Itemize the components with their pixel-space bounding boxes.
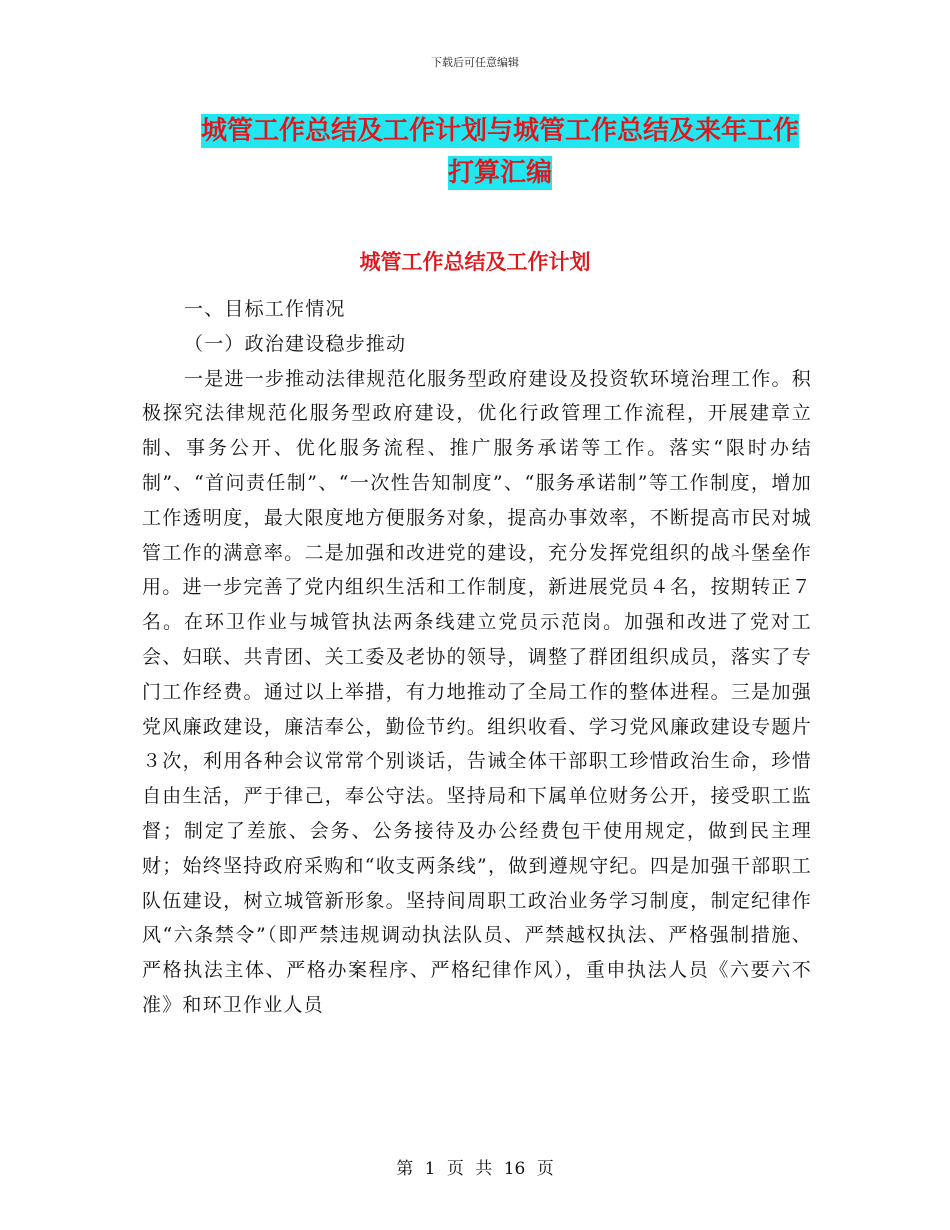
body-paragraph: 一是进一步推动法律规范化服务型政府建设及投资软环境治理工作。积极探究法律规范化服务型政府建设，优化行政管理工作流程，开展建章立制、事务公开、优化服务流程、推广服务承诺等工作。落实“限时办结制”、“首问责任制”、“一次性告知制度”、“服务承诺制”等工作制度，增加工作透明度，最大限度地方便服务对象，提高办事效率，不断提高市民对城管工作的满意率。二是加强和改进党的建设，充分发挥党组织的战斗堡垒作用。进一步完善了党内组织生活和工作制度，新进展党员４名，按期转正７名。在环卫作业与城管执法两条线建立党员示范岗。加强和改进了党对工会、妇联、共青团、关工委及老协的领导，调整了群团组织成员，落实了专门工作经费。通过以上举措，有力地推动了全局工作的整体进程。三是加强党风廉政建设，廉洁奉公，勤俭节约。组织收看、学习党风廉政建设专题片３次，利用各种会议常常个别谈话，告诫全体干部职工珍惜政治生命，珍惜自由生活，严于律己，奉公守法。坚持局和下属单位财务公开，接受职工监督；制定了差旅、会务、公务接待及办公经费包干使用规定，做到民主理财；始终坚持政府采购和“收支两条线”，做到遵规守纪。四是加强干部职工队伍建设，树立城管新形象。坚持间周职工政治业务学习制度，制定纪律作风“六条禁令”（即严禁违规调动执法队员、严禁越权执法、严格强制措施、严格执法主体、严格办案程序、严格纪律作风），重申执法人员《六要六不准》和环卫作业人员	[142, 367, 812, 1016]
page-number: 第 1 页 共 16 页	[396, 1159, 554, 1179]
document-body	[142, 292, 812, 1023]
section-title: 城管工作总结及工作计划	[359, 250, 591, 274]
header-note: 下载后可任意编辑	[431, 56, 519, 69]
document-title-line-1: 城管工作总结及工作计划与城管工作总结及来年工作	[200, 116, 799, 146]
heading-level-1: 一、目标工作情况	[184, 298, 346, 320]
document-title-line-2: 打算汇编	[447, 158, 552, 188]
heading-level-2: （一）政治建设稳步推动	[184, 332, 407, 355]
document-title	[140, 110, 860, 194]
